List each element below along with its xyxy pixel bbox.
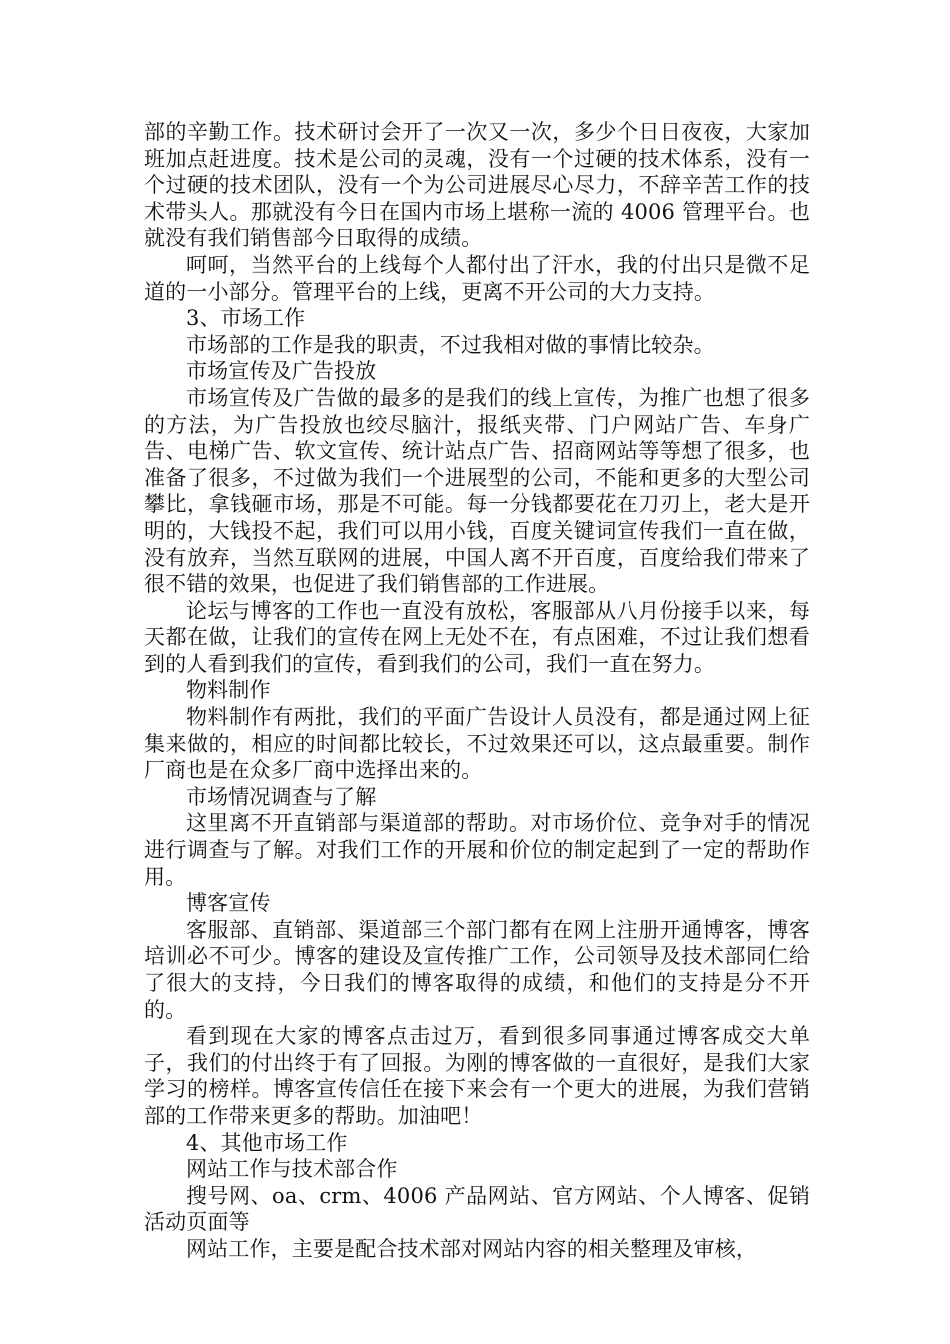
paragraph-website-review: 网站工作，主要是配合技术部对网站内容的相关整理及审核， xyxy=(186,1236,758,1261)
paragraph-market-duty: 市场部的工作是我的职责，不过我相对做的事情比较杂。 xyxy=(186,332,715,357)
section-heading-other-market-work: 4、其他市场工作 xyxy=(186,1130,348,1155)
paragraph-website-list: 搜号网、oa、crm、4006 产品网站、官方网站、个人博客、促销活动页面等 xyxy=(144,1183,810,1235)
paragraph-platform-launch: 呵呵，当然平台的上线每个人都付出了汗水，我的付出只是微不足道的一小部分。管理平台的上线，更离不开公司的大力支持。 xyxy=(144,252,810,304)
subheading-materials: 物料制作 xyxy=(186,678,271,703)
paragraph-materials: 物料制作有两批，我们的平面广告设计人员没有，都是通过网上征集来做的，相应的时间都比较长，不过效果还可以，这点最重要。制作厂商也是在众多厂商中选择出来的。 xyxy=(144,705,810,783)
section-heading-market-work: 3、市场工作 xyxy=(186,306,306,331)
subheading-advertising: 市场宣传及广告投放 xyxy=(186,359,377,384)
subheading-website-work: 网站工作与技术部合作 xyxy=(186,1157,398,1182)
subheading-blog-promotion: 博客宣传 xyxy=(186,891,271,916)
paragraph-market-research: 这里离不开直销部与渠道部的帮助。对市场价位、竞争对手的情况进行调查与了解。对我们工作的开展和价位的制定起到了一定的帮助作用。 xyxy=(144,811,810,889)
paragraph-tech-work: 部的辛勤工作。技术研讨会开了一次又一次，多少个日日夜夜，大家加班加点赶进度。技术是公司的灵魂，没有一个过硬的技术体系，没有一个过硬的技术团队，没有一个为公司进展尽心尽力，不辞辛苦工作的技术带头人。那就没有今日在国内市场上堪称一流的 4006 管理平台。也就没有我们销售部今日取得的成绩。 xyxy=(144,120,810,251)
subheading-market-research: 市场情况调查与了解 xyxy=(186,784,377,809)
paragraph-forum-blog: 论坛与博客的工作也一直没有放松，客服部从八月份接手以来，每天都在做，让我们的宣传在网上无处不在，有点困难，不过让我们想看到的人看到我们的宣传，看到我们的公司，我们一直在努力。 xyxy=(144,598,810,676)
paragraph-blog-departments: 客服部、直销部、渠道部三个部门都有在网上注册开通博客，博客培训必不可少。博客的建设及宣传推广工作，公司领导及技术部同仁给了很大的支持，今日我们的博客取得的成绩，和他们的支持是分不开的。 xyxy=(144,917,810,1022)
paragraph-advertising: 市场宣传及广告做的最多的是我们的线上宣传，为推广也想了很多的方法，为广告投放也绞尽脑汁，报纸夹带、门户网站广告、车身广告、电梯广告、软文宣传、统计站点广告、招商网站等等想了很多，也准备了很多，不过做为我们一个进展型的公司，不能和更多的大型公司攀比，拿钱砸市场，那是不可能。每一分钱都要花在刀刃上，老大是开明的，大钱投不起，我们可以用小钱，百度关键词宣传我们一直在做，没有放弃，当然互联网的进展，中国人离不开百度，百度给我们带来了很不错的效果，也促进了我们销售部的工作进展。 xyxy=(144,385,810,597)
document-body xyxy=(144,119,810,1263)
paragraph-blog-results: 看到现在大家的博客点击过万，看到很多同事通过博客成交大单子，我们的付出终于有了回报。为刚的博客做的一直很好，是我们大家学习的榜样。博客宣传信任在接下来会有一个更大的进展，为我们营销部的工作带来更多的帮助。加油吧！ xyxy=(144,1024,810,1128)
